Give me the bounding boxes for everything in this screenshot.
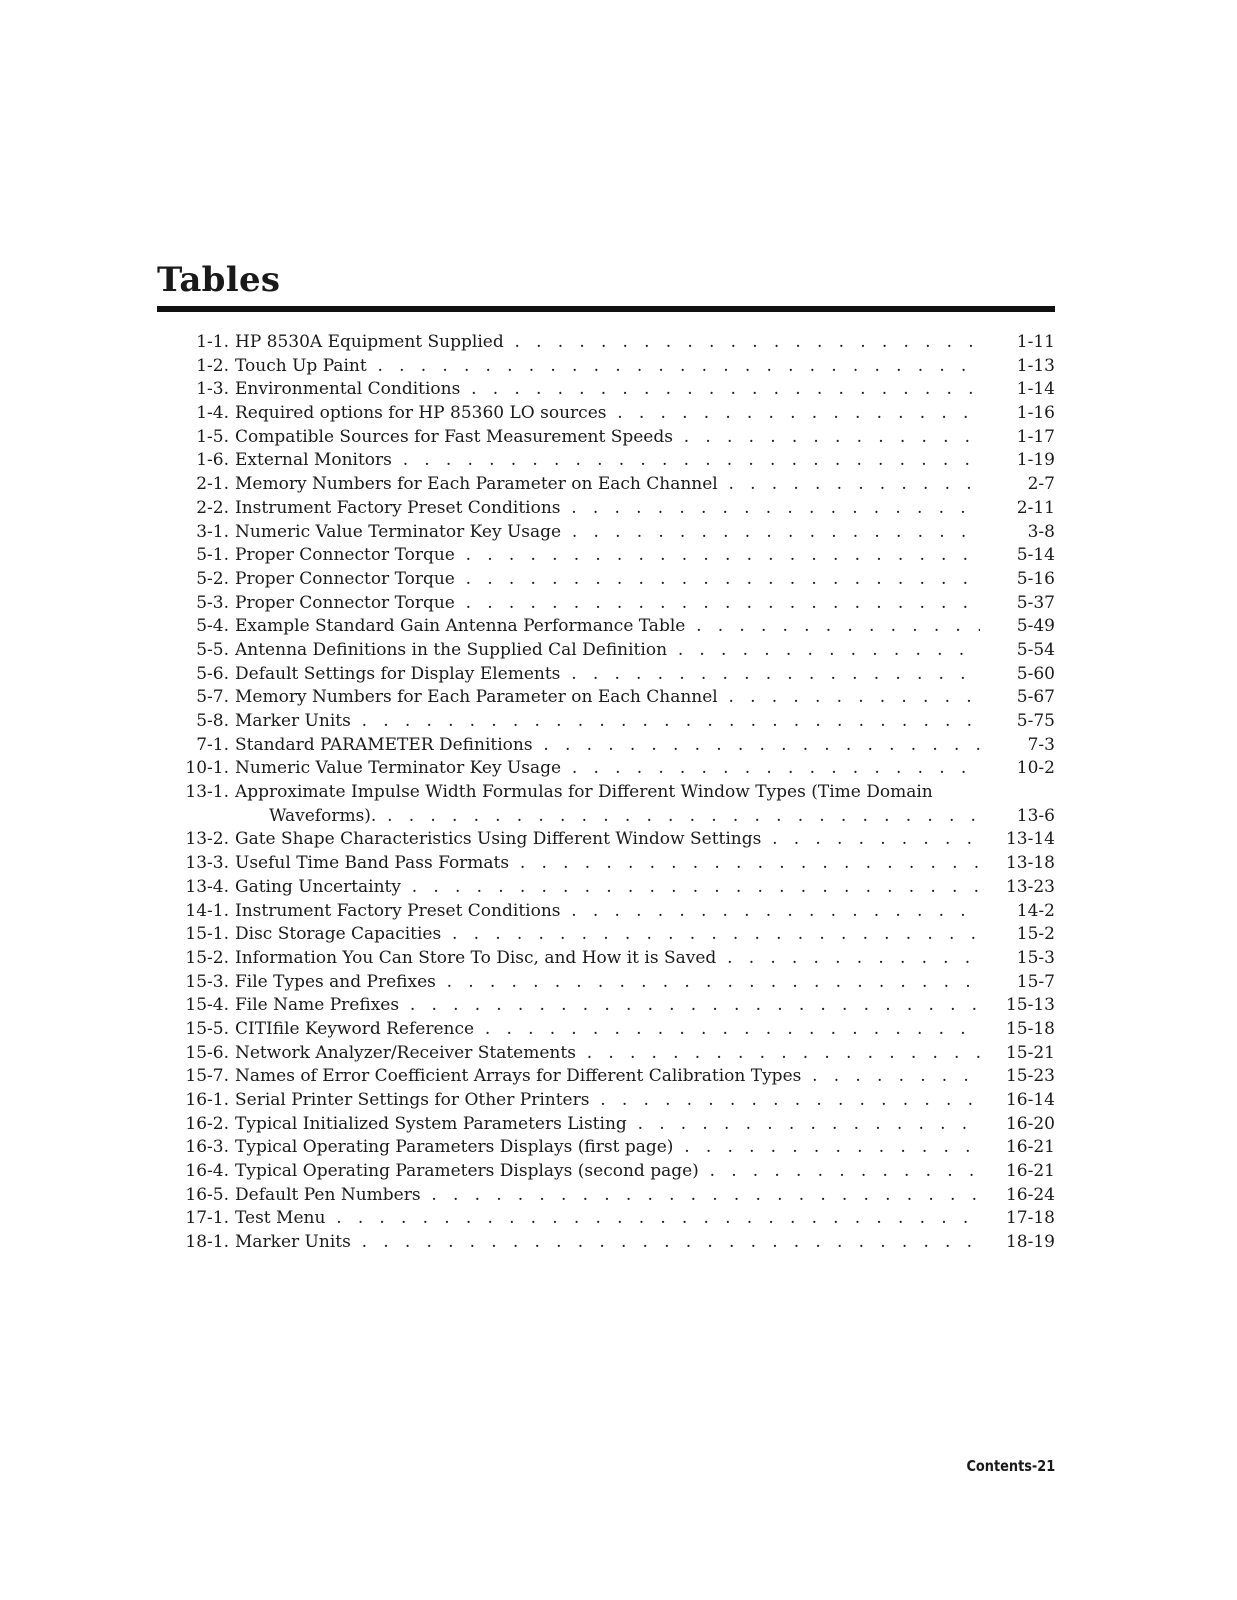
- page-number: 14-2: [1016, 900, 1055, 921]
- toc-entry[interactable]: [157, 757, 1055, 781]
- toc-entry[interactable]: [157, 1184, 1055, 1208]
- table-title[interactable]: [235, 1065, 980, 1089]
- page-number: 1-14: [1016, 379, 1055, 400]
- table-number: 1-1.: [196, 332, 229, 352]
- table-title[interactable]: [235, 734, 980, 758]
- toc-entry[interactable]: [157, 971, 1055, 995]
- table-title-text: Instrument Factory Preset Conditions . . .: [235, 901, 980, 921]
- table-title[interactable]: [235, 1207, 980, 1231]
- toc-entry[interactable]: [157, 781, 1055, 828]
- page-number: 15-18: [1005, 1018, 1055, 1039]
- toc-entry[interactable]: [157, 1113, 1055, 1137]
- table-number: 13-2.: [185, 829, 229, 850]
- page-number: 1-17: [1016, 426, 1055, 447]
- table-number: 1-3.: [196, 379, 229, 400]
- table-title[interactable]: [235, 923, 980, 947]
- table-number: 15-2.: [185, 947, 229, 968]
- page-number: 5-54: [1016, 639, 1055, 660]
- table-title-text: Serial Printer Settings for Other Printers . . .: [235, 1090, 980, 1110]
- toc-entry[interactable]: [157, 734, 1055, 758]
- table-title[interactable]: [235, 449, 980, 473]
- page-number: 10-2: [1016, 758, 1055, 779]
- table-title[interactable]: [235, 615, 980, 639]
- table-title-text: Antenna Definitions in the Supplied Cal Definition . . .: [235, 640, 980, 660]
- table-number: 5-5.: [196, 639, 229, 660]
- page-number: 5-37: [1016, 592, 1055, 613]
- table-title[interactable]: [235, 426, 980, 450]
- table-number: 15-5.: [185, 1018, 229, 1039]
- toc-entry[interactable]: [157, 639, 1055, 663]
- table-title[interactable]: [235, 402, 980, 426]
- toc-entry[interactable]: [157, 1160, 1055, 1184]
- table-title[interactable]: [235, 378, 980, 402]
- page-number: 16-14: [1005, 1090, 1055, 1111]
- table-number: 2-1.: [196, 474, 229, 495]
- toc-entry[interactable]: [157, 473, 1055, 497]
- table-title-text: File Name Prefixes . . .: [235, 995, 980, 1015]
- toc-entry[interactable]: [157, 947, 1055, 971]
- table-number: 16-2.: [185, 1113, 229, 1134]
- table-title-text: Numeric Value Terminator Key Usage . . .: [235, 758, 980, 778]
- page-number: 15-7: [1016, 971, 1055, 992]
- toc-entry[interactable]: [157, 331, 1055, 355]
- table-title-text: Memory Numbers for Each Parameter on Each Channel . . .: [235, 474, 980, 494]
- toc-entry[interactable]: [157, 1042, 1055, 1066]
- table-title-line: Approximate Impulse Width Formulas for Different Window Types (Time Domain: [235, 782, 933, 803]
- table-title-text: Typical Operating Parameters Displays (second page) . . .: [235, 1161, 980, 1181]
- table-number: 5-6.: [196, 663, 229, 684]
- toc-entry[interactable]: [157, 592, 1055, 616]
- page-number: 13-18: [1005, 853, 1055, 874]
- table-number: 16-1.: [185, 1090, 229, 1111]
- toc-entry[interactable]: [157, 378, 1055, 402]
- table-title[interactable]: [235, 947, 980, 971]
- table-title[interactable]: [235, 828, 980, 852]
- table-title-text: Compatible Sources for Fast Measurement Speeds . . .: [235, 427, 980, 447]
- table-title-text: Network Analyzer/Receiver Statements . . .: [235, 1043, 980, 1063]
- toc-entry[interactable]: [157, 686, 1055, 710]
- toc-entry[interactable]: [157, 402, 1055, 426]
- table-title[interactable]: [235, 852, 980, 876]
- toc-entry[interactable]: [157, 994, 1055, 1018]
- page-number: 16-21: [1005, 1137, 1055, 1158]
- toc-entry[interactable]: [157, 1018, 1055, 1042]
- table-title-text: Marker Units . . .: [235, 711, 980, 731]
- table-title[interactable]: [235, 473, 980, 497]
- table-title-text: Environmental Conditions . . .: [235, 379, 980, 399]
- toc-entry[interactable]: [157, 1231, 1055, 1255]
- table-number: 15-7.: [185, 1066, 229, 1087]
- table-number: 5-1.: [196, 545, 229, 566]
- page-number: 16-24: [1005, 1184, 1055, 1205]
- toc-entry[interactable]: [157, 568, 1055, 592]
- page-number: 7-3: [1027, 734, 1055, 755]
- table-number: 2-2.: [196, 497, 229, 518]
- table-title[interactable]: [235, 544, 980, 568]
- table-title-text: Example Standard Gain Antenna Performance Table . . .: [235, 616, 980, 636]
- table-title[interactable]: [235, 568, 980, 592]
- page-number: 5-60: [1016, 663, 1055, 684]
- table-title[interactable]: [235, 781, 997, 828]
- table-title[interactable]: [235, 331, 980, 355]
- page-number: 1-11: [1016, 332, 1055, 352]
- toc-entry[interactable]: [157, 544, 1055, 568]
- page-number: 15-3: [1016, 947, 1055, 968]
- table-number: 14-1.: [185, 900, 229, 921]
- table-title[interactable]: [235, 1160, 980, 1184]
- table-title[interactable]: [235, 686, 980, 710]
- table-title-text: Instrument Factory Preset Conditions . . .: [235, 498, 980, 518]
- page-number: 15-23: [1005, 1066, 1055, 1087]
- page-number: 18-19: [1005, 1232, 1055, 1253]
- table-title-text: Standard PARAMETER Definitions . . .: [235, 735, 980, 755]
- table-number: 13-3.: [185, 853, 229, 874]
- table-title[interactable]: [235, 1042, 980, 1066]
- heading-rule: [157, 306, 1055, 312]
- page-number: 16-20: [1005, 1113, 1055, 1134]
- table-title-text: Touch Up Paint . . .: [235, 356, 980, 376]
- table-title-text: Useful Time Band Pass Formats . . .: [235, 853, 980, 873]
- table-number: 17-1.: [185, 1208, 229, 1229]
- table-number: 15-6.: [185, 1042, 229, 1063]
- table-title[interactable]: [235, 639, 980, 663]
- table-number: 1-5.: [196, 426, 229, 447]
- table-title-text: Gating Uncertainty . . .: [235, 877, 980, 897]
- table-number: 18-1.: [185, 1232, 229, 1253]
- toc-entry[interactable]: [157, 663, 1055, 687]
- table-number: 5-4.: [196, 616, 229, 637]
- table-title-text: Information You Can Store To Disc, and How it is Saved . . .: [235, 948, 980, 968]
- page-number: 5-16: [1016, 568, 1055, 589]
- table-title-text: Memory Numbers for Each Parameter on Each Channel . . .: [235, 687, 980, 707]
- toc-entry[interactable]: [157, 497, 1055, 521]
- table-title[interactable]: [235, 1136, 980, 1160]
- page-number: 15-2: [1016, 924, 1055, 945]
- table-title[interactable]: [235, 757, 980, 781]
- toc-entry[interactable]: [157, 828, 1055, 852]
- table-title-text: Marker Units . . .: [235, 1232, 980, 1252]
- page-number: 1-13: [1016, 355, 1055, 376]
- toc-entry[interactable]: [157, 852, 1055, 876]
- toc-entry[interactable]: [157, 1065, 1055, 1089]
- table-title[interactable]: [235, 355, 980, 379]
- table-number: 3-1.: [196, 521, 229, 542]
- toc-entry[interactable]: [157, 355, 1055, 379]
- table-title[interactable]: [235, 710, 980, 734]
- table-number: 15-3.: [185, 971, 229, 992]
- page-footer: Contents-21: [966, 1457, 1055, 1475]
- table-number: 16-4.: [185, 1161, 229, 1182]
- toc-entry[interactable]: [157, 521, 1055, 545]
- table-title-text: Proper Connector Torque . . .: [235, 569, 980, 589]
- table-title-text: Typical Operating Parameters Displays (first page) . . .: [235, 1137, 980, 1157]
- page-number: 13-14: [1005, 829, 1055, 850]
- table-title[interactable]: [235, 521, 980, 545]
- table-title-text: Test Menu . . .: [235, 1208, 980, 1228]
- table-title-text: Proper Connector Torque . . .: [235, 545, 980, 565]
- toc-entry[interactable]: [157, 1136, 1055, 1160]
- table-title[interactable]: [235, 994, 980, 1018]
- table-number: 5-8.: [196, 711, 229, 731]
- table-number: 15-4.: [185, 995, 229, 1016]
- table-title[interactable]: [235, 497, 980, 521]
- table-title-text: Default Settings for Display Elements . . .: [235, 664, 980, 684]
- page-number: 16-21: [1005, 1161, 1055, 1182]
- toc-entry[interactable]: [157, 710, 1055, 734]
- table-number: 13-1.: [185, 782, 229, 803]
- page-heading: Tables: [157, 260, 281, 300]
- table-number: 13-4.: [185, 876, 229, 897]
- page-number: 13-6: [1016, 805, 1055, 826]
- table-title-text: Proper Connector Torque . . .: [235, 593, 980, 613]
- table-title[interactable]: [235, 1113, 980, 1137]
- table-title-text: External Monitors . . .: [235, 450, 980, 470]
- table-title-text: Required options for HP 85360 LO sources . . .: [235, 403, 980, 423]
- table-number: 16-3.: [185, 1137, 229, 1158]
- toc-entry[interactable]: [157, 876, 1055, 900]
- table-title[interactable]: [235, 1018, 980, 1042]
- table-number: 1-4.: [196, 403, 229, 424]
- page-number: 15-21: [1005, 1042, 1055, 1063]
- table-title-continuation: Waveforms). . . .: [235, 805, 980, 829]
- table-number: 15-1.: [185, 924, 229, 945]
- table-title[interactable]: [235, 592, 980, 616]
- table-title-text: Default Pen Numbers . . .: [235, 1185, 980, 1205]
- table-number: 5-3.: [196, 592, 229, 613]
- table-title[interactable]: [235, 1184, 980, 1208]
- table-title-text: Disc Storage Capacities . . .: [235, 924, 980, 944]
- table-title[interactable]: [235, 1231, 980, 1255]
- table-title[interactable]: [235, 971, 980, 995]
- page-number: 5-14: [1016, 545, 1055, 566]
- table-title[interactable]: [235, 1089, 980, 1113]
- toc-entry[interactable]: [157, 426, 1055, 450]
- table-title-text: File Types and Prefixes . . .: [235, 972, 980, 992]
- table-title[interactable]: [235, 663, 980, 687]
- table-number: 5-7.: [196, 687, 229, 708]
- page-number: 2-7: [1027, 474, 1055, 495]
- page-number: 5-67: [1016, 687, 1055, 708]
- table-number: 5-2.: [196, 568, 229, 589]
- page-number: 1-19: [1016, 450, 1055, 471]
- table-title-text: Names of Error Coefficient Arrays for Different Calibration Types . . .: [235, 1066, 980, 1086]
- table-title-text: HP 8530A Equipment Supplied . . .: [235, 332, 980, 352]
- table-title-text: Gate Shape Characteristics Using Different Window Settings . . .: [235, 829, 980, 849]
- page-number: 13-23: [1005, 876, 1055, 897]
- table-title[interactable]: [235, 900, 980, 924]
- page-number: 17-18: [1005, 1208, 1055, 1229]
- page-number: 3-8: [1027, 521, 1055, 542]
- table-title-text: Numeric Value Terminator Key Usage . . .: [235, 522, 980, 542]
- toc-entry[interactable]: [157, 923, 1055, 947]
- table-number: 7-1.: [196, 734, 229, 755]
- toc-entry[interactable]: [157, 1207, 1055, 1231]
- table-title[interactable]: [235, 876, 980, 900]
- page-number: 2-11: [1016, 497, 1055, 518]
- tables-list: [157, 331, 1055, 1255]
- page-number: 5-49: [1016, 616, 1055, 637]
- toc-entry[interactable]: [157, 1089, 1055, 1113]
- table-title-text: CITIfile Keyword Reference . . .: [235, 1019, 980, 1039]
- toc-entry[interactable]: [157, 900, 1055, 924]
- page-number: 15-13: [1005, 995, 1055, 1016]
- toc-entry[interactable]: [157, 449, 1055, 473]
- page-number: 5-75: [1016, 711, 1055, 731]
- page-number: 1-16: [1016, 403, 1055, 424]
- table-number: 10-1.: [185, 758, 229, 779]
- table-number: 1-2.: [196, 355, 229, 376]
- table-number: 16-5.: [185, 1184, 229, 1205]
- table-number: 1-6.: [196, 450, 229, 471]
- table-title-text: Typical Initialized System Parameters Listing . . .: [235, 1114, 980, 1134]
- toc-entry[interactable]: [157, 615, 1055, 639]
